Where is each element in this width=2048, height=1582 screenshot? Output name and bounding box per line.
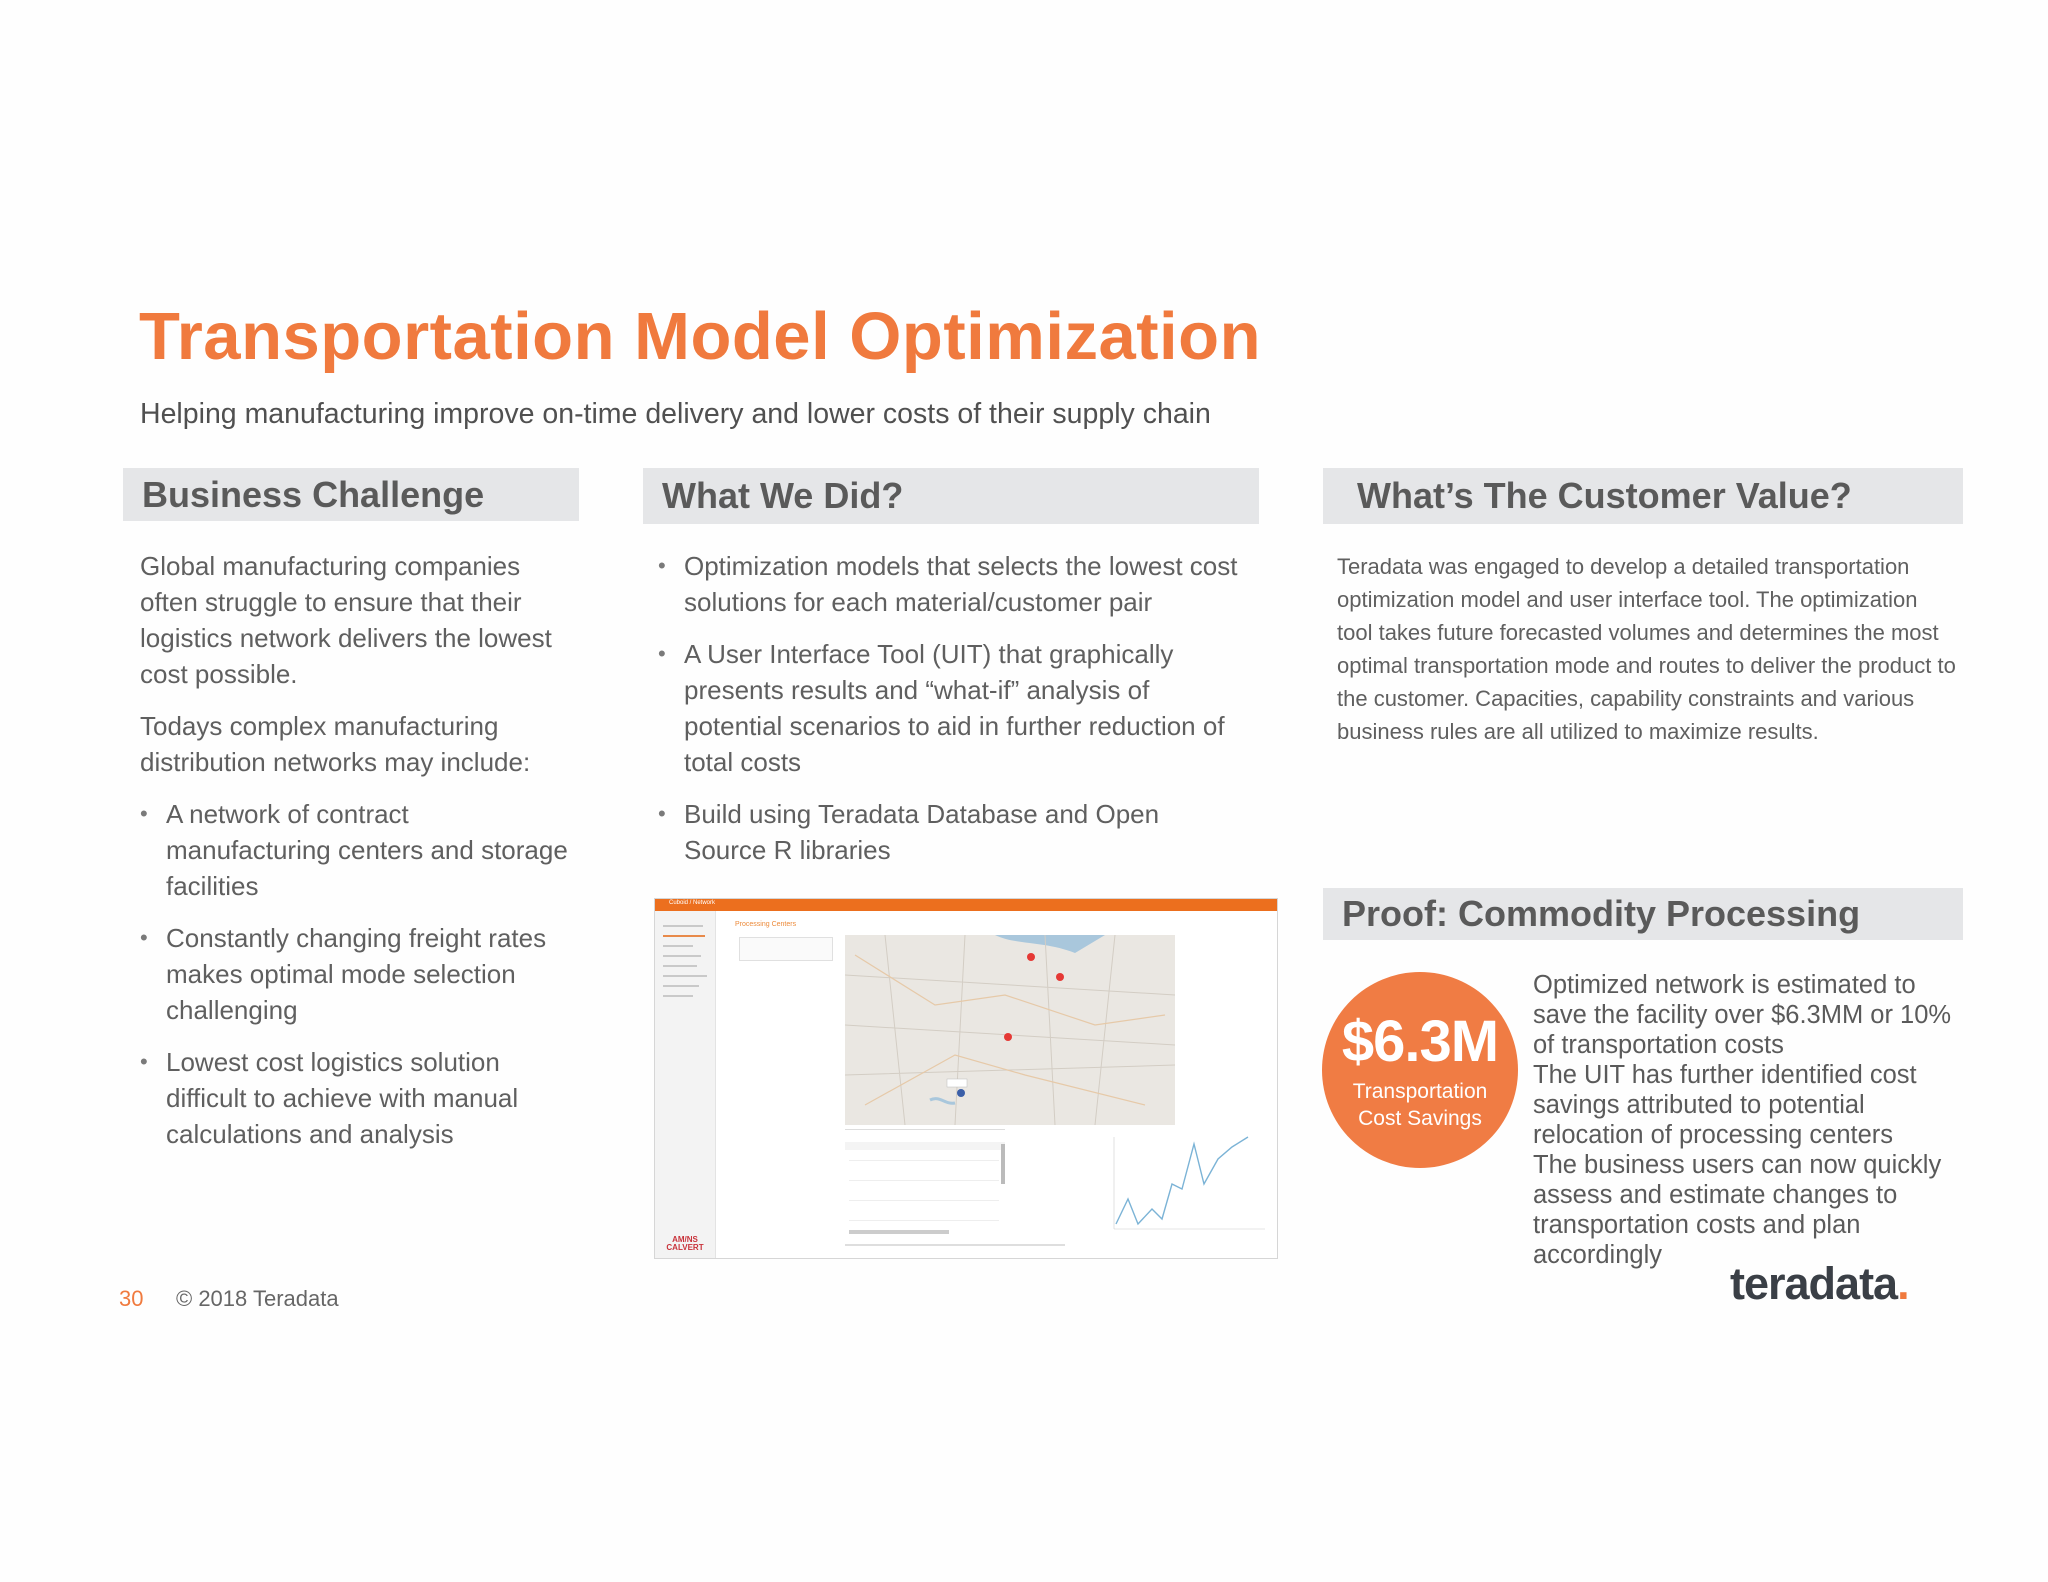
- logo-dot: .: [1897, 1258, 1909, 1309]
- uit-top-bar: [655, 899, 1277, 911]
- uit-brand-mark: AM/NS CALVERT: [666, 1235, 704, 1252]
- map-marker[interactable]: [1027, 953, 1035, 961]
- map-marker[interactable]: [1056, 973, 1064, 981]
- logo-word: teradata: [1730, 1258, 1898, 1309]
- business-challenge-body: [140, 548, 580, 1152]
- what-we-did-list: [658, 548, 1238, 868]
- page-number: 30: [119, 1286, 144, 1311]
- savings-badge: [1322, 972, 1518, 1168]
- business-challenge-lead: Todays complex manufacturing distribution networks may include:: [140, 711, 531, 777]
- page-subtitle: Helping manufacturing improve on-time delivery and lower costs of their supply chain: [140, 398, 1211, 430]
- uit-line-chart-svg: [1100, 1129, 1270, 1244]
- map-marker[interactable]: [957, 1089, 965, 1097]
- list-item: • Optimization models that selects the lowest cost solutions for each material/customer pair: [658, 548, 1238, 620]
- savings-label-line-1: Transportation: [1352, 1080, 1488, 1103]
- uit-map[interactable]: [845, 935, 1175, 1125]
- savings-label: [1322, 1078, 1518, 1132]
- list-item: • A User Interface Tool (UIT) that graphically presents results and “what-if” analysis of potential scenarios to aid in further reduction of total costs: [658, 636, 1238, 780]
- what-we-did-header: What We Did?: [643, 468, 1259, 524]
- uit-section-title: Processing Centers: [735, 921, 797, 928]
- teradata-logo: [1730, 1258, 1909, 1310]
- uit-sidebar: [655, 911, 716, 1258]
- customer-value-text: Teradata was engaged to develop a detailed transportation optimization model and user interface tool. The optimization tool takes future forecasted volumes and determines the most optimal transportation mode and routes to deliver the product to the customer. Capacities, capability constraints and various business rules are all utilized to maximize results.: [1337, 554, 1956, 744]
- list-item: • Lowest cost logistics solution difficult to achieve with manual calculations and analysis: [140, 1044, 580, 1152]
- copyright: © 2018 Teradata: [176, 1286, 339, 1311]
- uit-screenshot: [654, 898, 1278, 1259]
- uit-table[interactable]: [845, 1129, 1005, 1240]
- uit-filter-box[interactable]: [739, 937, 833, 961]
- business-challenge-list: [140, 796, 580, 1152]
- proof-header: Proof: Commodity Processing: [1323, 888, 1963, 940]
- list-item: • Constantly changing freight rates makes optimal mode selection challenging: [140, 920, 580, 1028]
- uit-line-chart[interactable]: [1100, 1129, 1270, 1244]
- map-marker[interactable]: [1004, 1033, 1012, 1041]
- savings-amount: $6.3M: [1341, 1009, 1499, 1074]
- list-item: • A network of contract manufacturing centers and storage facilities: [140, 796, 580, 904]
- business-challenge-header: Business Challenge: [123, 468, 579, 521]
- customer-value-header: What’s The Customer Value?: [1323, 468, 1963, 524]
- list-item: • Build using Teradata Database and Open Source R libraries: [658, 796, 1238, 868]
- savings-label-line-2: Cost Savings: [1358, 1107, 1482, 1130]
- proof-line-3: The business users can now quickly assess and estimate changes to transportation costs and plan accordingly: [1533, 1151, 1942, 1269]
- uit-map-svg: [845, 935, 1175, 1125]
- uit-top-bar-label: Cuboid / Network: [669, 900, 716, 906]
- proof-line-1: Optimized network is estimated to save the facility over $6.3MM or 10% of transportation costs: [1533, 971, 1952, 1059]
- proof-text: [1533, 970, 1963, 1270]
- business-challenge-intro: Global manufacturing companies often struggle to ensure that their logistics network delivers the lowest cost possible.: [140, 551, 552, 689]
- what-we-did-body: [658, 548, 1238, 868]
- page-title: Transportation Model Optimization: [139, 299, 1261, 374]
- proof-line-2: The UIT has further identified cost savings attributed to potential relocation of processing centers: [1533, 1061, 1917, 1149]
